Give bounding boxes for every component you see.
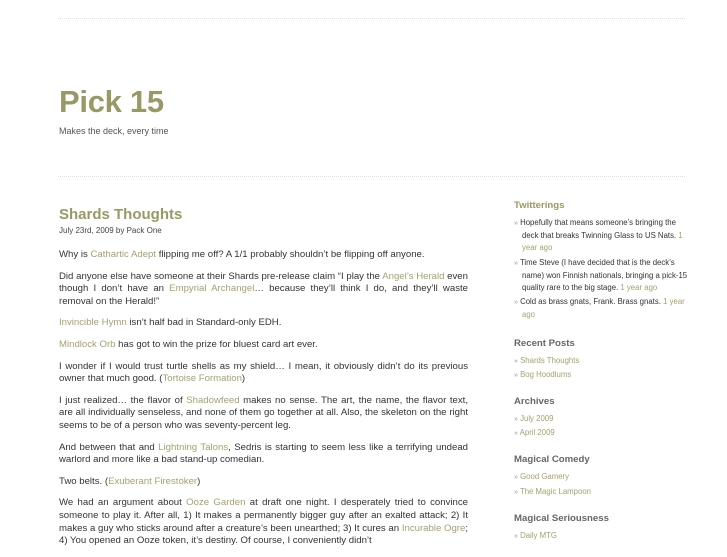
tweet-item (514, 217, 689, 255)
card-link[interactable]: Lightning Talons (158, 441, 229, 453)
text: Two belts. ( (59, 475, 109, 487)
archive-item (514, 413, 689, 426)
tweet-time-link[interactable]: 1 year ago (522, 231, 683, 253)
recent-post-link[interactable]: Bog Hoodlums (520, 369, 572, 379)
text: And between that and (59, 441, 159, 453)
text: even though I don’t have an (59, 270, 468, 295)
bullet-icon: » (514, 357, 518, 365)
text: ; 4) You opened an Ooze token, it’s destiny. Of course, I conveniently didn’t (59, 522, 468, 547)
text: I just realized… the flavor of (59, 394, 187, 406)
tweet-item (514, 257, 689, 295)
blogroll-item (514, 471, 689, 484)
archive-item (514, 427, 689, 440)
post-paragraph (59, 395, 468, 433)
text: We had an argument about (59, 497, 187, 509)
recent-posts-heading: Recent Posts (514, 337, 575, 349)
card-link[interactable]: Shadowfeed (186, 394, 240, 406)
tweet-time-link[interactable]: 1 year ago (620, 283, 658, 293)
text: isn’t half bad in Standard-only EDH. (126, 317, 282, 329)
text: makes no sense. The art, the name, the flavor text, are all individually senseless, and none of them go together at all. Also, the skeleton on the right seems to be of a person who was seventy-percent leg. (59, 394, 468, 431)
bullet-icon: » (514, 371, 518, 379)
twitterings-heading: Twitterings (514, 200, 565, 211)
blogroll-item (514, 486, 689, 499)
post-paragraph (59, 339, 468, 352)
blogroll-link[interactable]: Daily MTG (520, 530, 557, 540)
post-title-link[interactable]: Shards Thoughts (59, 206, 183, 223)
card-link[interactable]: Invincible Hymn (59, 317, 127, 329)
blogroll-link[interactable]: Good Gamery (520, 472, 570, 482)
text: Why is (59, 249, 91, 260)
tweet-text: Hopefully that means someone’s bringing the deck that breaks Twinning Glass to US Nats. (520, 218, 677, 241)
post-paragraph (59, 361, 468, 386)
bullet-icon: » (514, 430, 518, 438)
card-link[interactable]: Exuberant Firestoker (108, 475, 198, 487)
archives-heading: Archives (514, 396, 555, 408)
post-title[interactable] (59, 206, 468, 223)
main-content (59, 206, 468, 548)
magical-comedy-heading: Magical Comedy (514, 454, 590, 466)
post-meta: July 23rd, 2009 by Pack One (59, 226, 162, 235)
magical-seriousness-list (514, 530, 689, 543)
text: ) (241, 373, 246, 385)
bullet-icon: » (514, 259, 518, 267)
blogroll-link[interactable]: The Magic Lampoon (519, 486, 592, 496)
tweet-time-link[interactable]: 1 year ago (522, 297, 685, 320)
tweet-item (514, 296, 689, 321)
card-link[interactable]: Cathartic Adept (90, 249, 157, 260)
card-link[interactable]: Ooze Garden (186, 497, 246, 509)
site-title[interactable] (59, 84, 164, 120)
archives-list (514, 413, 689, 440)
post-paragraph (59, 497, 468, 547)
card-link[interactable]: Angel’s Herald (382, 270, 445, 282)
text: has got to win the prize for bluest card art ever. (115, 338, 318, 350)
bullet-icon: » (514, 220, 518, 227)
post-paragraph (59, 476, 468, 489)
archive-link[interactable]: July 2009 (520, 414, 554, 424)
site-title-link[interactable]: Pick 15 (59, 84, 164, 119)
post-paragraph (59, 442, 468, 467)
archive-link[interactable]: April 2009 (519, 428, 555, 438)
bullet-icon: » (514, 488, 518, 496)
magical-comedy-list (514, 471, 689, 498)
tweet-text: Time Steve (I have decided that is the deck’s name) won Finnish nationals, bringing a pick-15 quality rare to the big stage. (519, 257, 688, 293)
sidebar (514, 200, 689, 557)
magical-seriousness-heading: Magical Seriousness (514, 512, 609, 524)
card-link[interactable]: Tortoise Formation (162, 373, 242, 385)
recent-post-item (514, 355, 689, 368)
recent-post-link[interactable]: Shards Thoughts (520, 355, 580, 365)
recent-post-item (514, 369, 689, 382)
bullet-icon: » (514, 416, 518, 424)
card-link[interactable]: Empyrial Archangel (169, 283, 255, 295)
card-link[interactable]: Incurable Ogre (401, 522, 466, 534)
text: flipping me off? A 1/1 probably shouldn’t be flipping off anyone. (156, 249, 425, 260)
post-paragraph (59, 249, 468, 262)
blogroll-item (514, 530, 689, 543)
site-tagline: Makes the deck, every time (59, 126, 169, 136)
text: … because they’ll think I do, and they’ll waste removal on the Herald!” (59, 283, 468, 307)
text: I wonder if I would trust turtle shells as my shield… I mean, it obviously didn’t do its previous owner that much good. ( (59, 360, 468, 385)
text: ) (197, 475, 201, 487)
post-paragraph (59, 271, 468, 309)
post-paragraph (59, 317, 468, 330)
card-link[interactable]: Mindlock Orb (59, 338, 116, 350)
text: Did anyone else have someone at their Shards pre-release claim “I play the (59, 270, 383, 282)
bullet-icon: » (514, 532, 518, 540)
tweet-text: Cold as brass gnats, Frank. Brass gnats. (520, 297, 661, 307)
top-divider (58, 18, 685, 19)
recent-posts-list (514, 355, 689, 382)
bullet-icon: » (514, 299, 518, 307)
text: at draft one night. I desperately tried to convince someone to play it. After all, 1) It makes a permanently bigger guy after an exalted attack; 2) It makes a guy who sticks around after a creature’s been unearthed; 3) It cures an (59, 497, 468, 534)
text: , Sedris is starting to seem less like a terrifying undead warlord and more like a bad stand-up comedian. (59, 441, 468, 466)
twitterings-list (514, 217, 689, 322)
bullet-icon: » (514, 474, 518, 482)
header-divider (58, 176, 685, 177)
